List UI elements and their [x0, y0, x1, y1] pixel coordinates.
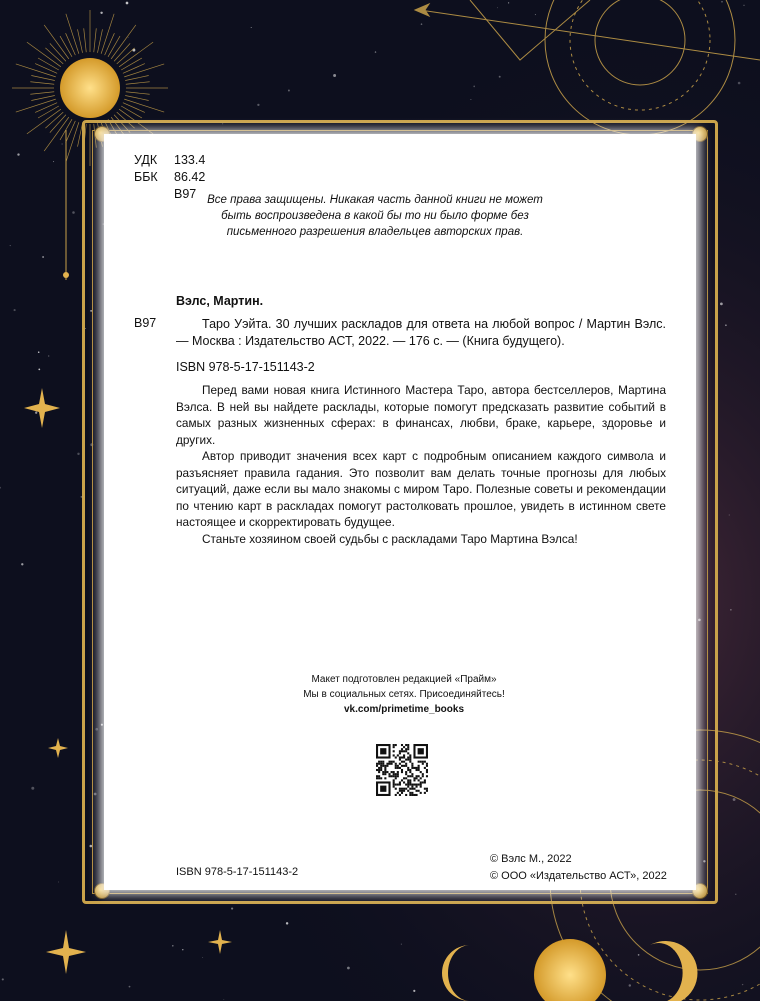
annotation [176, 382, 666, 547]
classification-codes [134, 152, 205, 203]
udk-label: УДК [134, 153, 158, 167]
copyright-author: © Вэлс М., 2022 [490, 853, 572, 865]
catalog-code: В97 [134, 316, 157, 330]
catalog-isbn: ISBN 978-5-17-151143-2 [176, 360, 315, 374]
author-sign-code: В97 [174, 187, 197, 201]
annotation-paragraph: Автор приводит значения всех карт с подробным описанием каждого символа и разъясняет правила гадания. Это позволит вам делать точные прогнозы для любых ситуаций, даже если вы мало знакомы с миром Таро. Полезные советы и рекомендации по чтению карт в раскладах помогут растолковать прошлое, увидеть в истинном свете настоящее и скорректировать будущее. [176, 449, 666, 529]
rights-notice: Все права защищены. Никакая часть данной книги не может быть воспроизведена в какой бы то ни было форме без письменного разрешения владельцев авторских прав. [207, 194, 543, 238]
bbk-label: ББК [134, 170, 158, 184]
social-link[interactable]: vk.com/primetime_books [343, 704, 465, 715]
annotation-paragraph: Станьте хозяином своей судьбы с раскладами Таро Мартина Вэлса! [202, 531, 578, 546]
social-invite: Мы в социальных сетях. Присоединяйтесь! [303, 689, 505, 700]
bbk-value: 86.42 [174, 170, 206, 184]
qr-code-icon[interactable] [376, 744, 428, 796]
udk-value: 133.4 [174, 153, 206, 167]
publisher-note [254, 672, 554, 717]
copyright-publisher: © ООО «Издательство АСТ», 2022 [490, 870, 667, 882]
footer-isbn: ISBN 978-5-17-151143-2 [176, 866, 299, 878]
catalog-description: Таро Уэйта. 30 лучших раскладов для ответа на любой вопрос / Мартин Вэлс. — Москва : Издательство АСТ, 2022. — 176 с. — (Книга будущего). [176, 317, 666, 348]
annotation-paragraph: Перед вами новая книга Истинного Мастера Таро, автора бестселлеров, Мартина Вэлса. В ней вы найдете расклады, которые помогут предсказать развитие событий в самых разных жизненных сферах: в финансах, любви, браке, карьере, здоровье и других. [176, 383, 666, 447]
imprint-page [104, 134, 696, 890]
catalog-author: Вэлс, Мартин. [176, 294, 264, 308]
copyright-block [490, 851, 667, 885]
publisher-note-line: Макет подготовлен редакцией «Прайм» [311, 674, 497, 685]
